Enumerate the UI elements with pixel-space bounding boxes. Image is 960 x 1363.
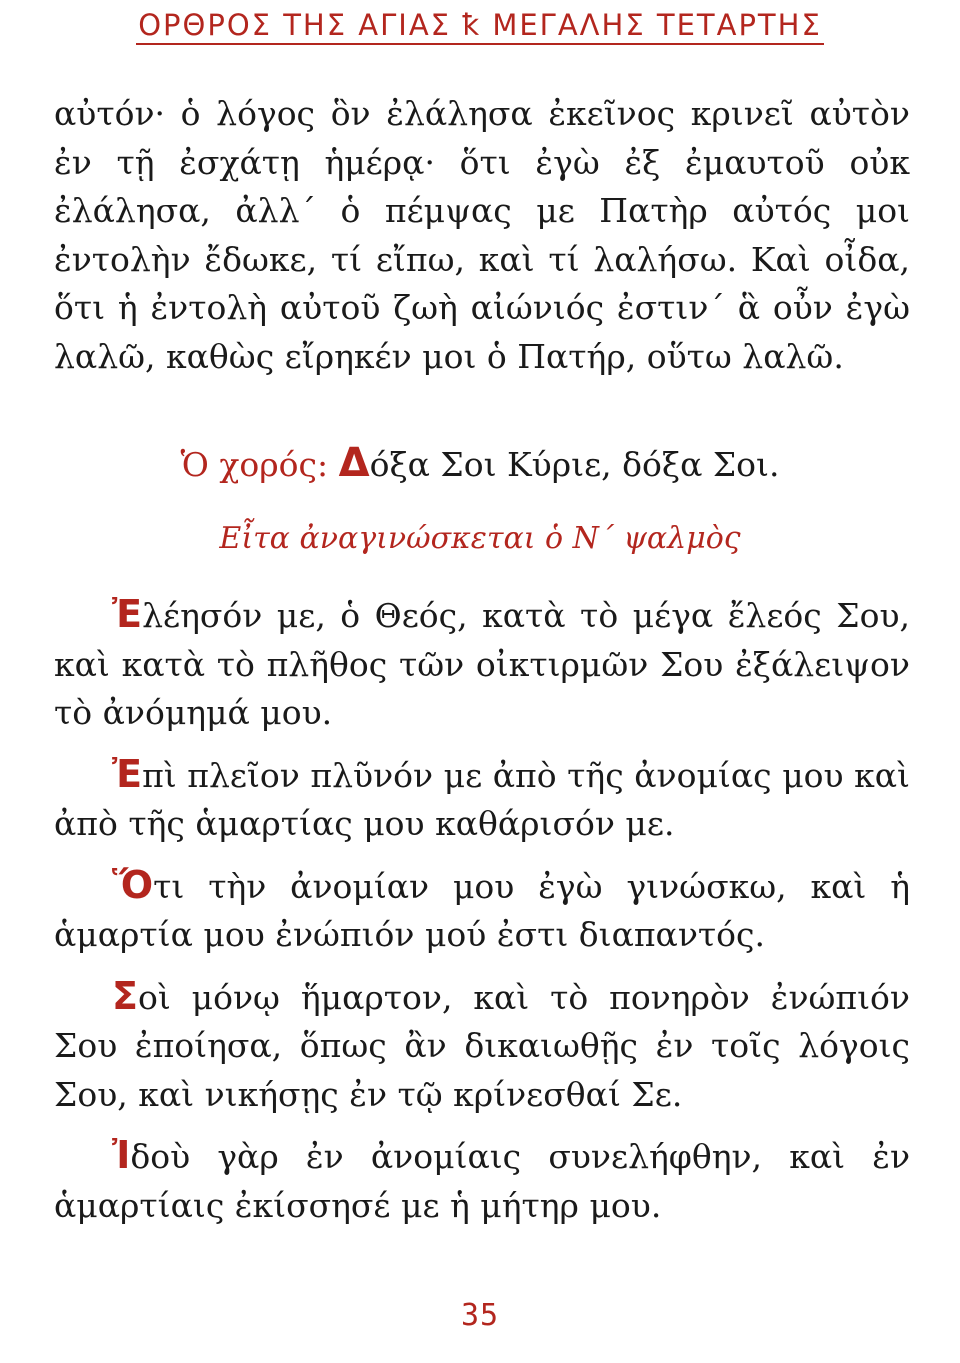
instruction-text: Εἶτα ἀναγινώσκεται ὁ Ν΄ ψαλμὸς xyxy=(219,521,741,556)
verse-initial: Σ xyxy=(112,973,138,1018)
header-title: ΟΡΘΡΟΣ ΤΗΣ ΑΓΙΑΣ ꝁ ΜΕΓΑΛΗΣ ΤΕΤΑΡΤΗΣ xyxy=(136,8,824,45)
verse-initial: Ἐ xyxy=(112,751,143,796)
verse-text: πὶ πλεῖον πλῦνόν με ἀπὸ τῆς ἀνομίας μου καὶ ἀπὸ τῆς ἁμαρτίας μου καθάρισόν με. xyxy=(54,755,910,843)
choir-response xyxy=(0,438,960,490)
verse-text: τι τὴν ἀνομίαν μου ἐγὼ γινώσκω, καὶ ἡ ἁμαρτία μου ἐνώπιόν μού ἐστι διαπαντός. xyxy=(54,866,910,954)
running-header xyxy=(0,8,960,42)
verse-initial: Ὅ xyxy=(112,862,154,907)
choir-label: Ὁ χορός: xyxy=(180,445,329,484)
choir-text: όξα Σοι Κύριε, δόξα Σοι. xyxy=(369,445,780,484)
verse-text: οὶ μόνῳ ἥμαρτον, καὶ τὸ πονηρὸν ἐνώπιόν Σου ἐποίησα, ὅπως ἂν δικαιωθῇς ἐν τοῖς λόγοις Σου, καὶ νικήσῃς ἐν τῷ κρίνεσθαί Σε. xyxy=(54,977,910,1114)
psalm-50 xyxy=(54,590,910,1242)
verse-initial: Ἐ xyxy=(112,592,143,636)
page-number: 35 xyxy=(460,1298,500,1333)
psalm-verse xyxy=(54,1131,910,1230)
psalm-verse xyxy=(54,861,910,960)
verse-initial: Ἰ xyxy=(112,1133,131,1177)
intro-paragraph: αὐτόν· ὁ λόγος ὃν ἐλάλησα ἐκεῖνος κρινεῖ αὐτὸν ἐν τῇ ἐσχάτῃ ἡμέρᾳ· ὅτι ἐγὼ ἐξ ἐμαυτοῦ οὐκ ἐλάλησα, ἀλλ΄ ὁ πέμψας με Πατὴρ αὐτός μοι ἐντολὴν ἔδωκε, τί εἴπω, καὶ τί λαλήσω. Καὶ οἶδα, ὅτι ἡ ἐντολὴ αὐτοῦ ζωὴ αἰώνιός ἐστιν΄ ἃ οὖν ἐγὼ λαλῶ, καθὼς εἴρηκέν μοι ὁ Πατήρ, οὕτω λαλῶ. xyxy=(54,94,910,376)
verse-text: λέησόν με, ὁ Θεός, κατὰ τὸ μέγα ἔλεός Σου, καὶ κατὰ τὸ πλῆθος τῶν οἰκτιρμῶν Σου ἐξάλειψον τὸ ἀνόμημά μου. xyxy=(54,596,910,732)
verse-text: δοὺ γὰρ ἐν ἀνομίαις συνελήφθην, καὶ ἐν ἁμαρτίαις ἐκίσσησέ με ἡ μήτηρ μου. xyxy=(54,1137,910,1225)
psalm-verse xyxy=(54,590,910,738)
psalm-verse xyxy=(54,972,910,1120)
gospel-reading-continuation xyxy=(54,90,910,381)
choir-initial: Δ xyxy=(338,440,370,486)
psalm-verse xyxy=(54,750,910,849)
rubric-instruction xyxy=(0,514,960,564)
